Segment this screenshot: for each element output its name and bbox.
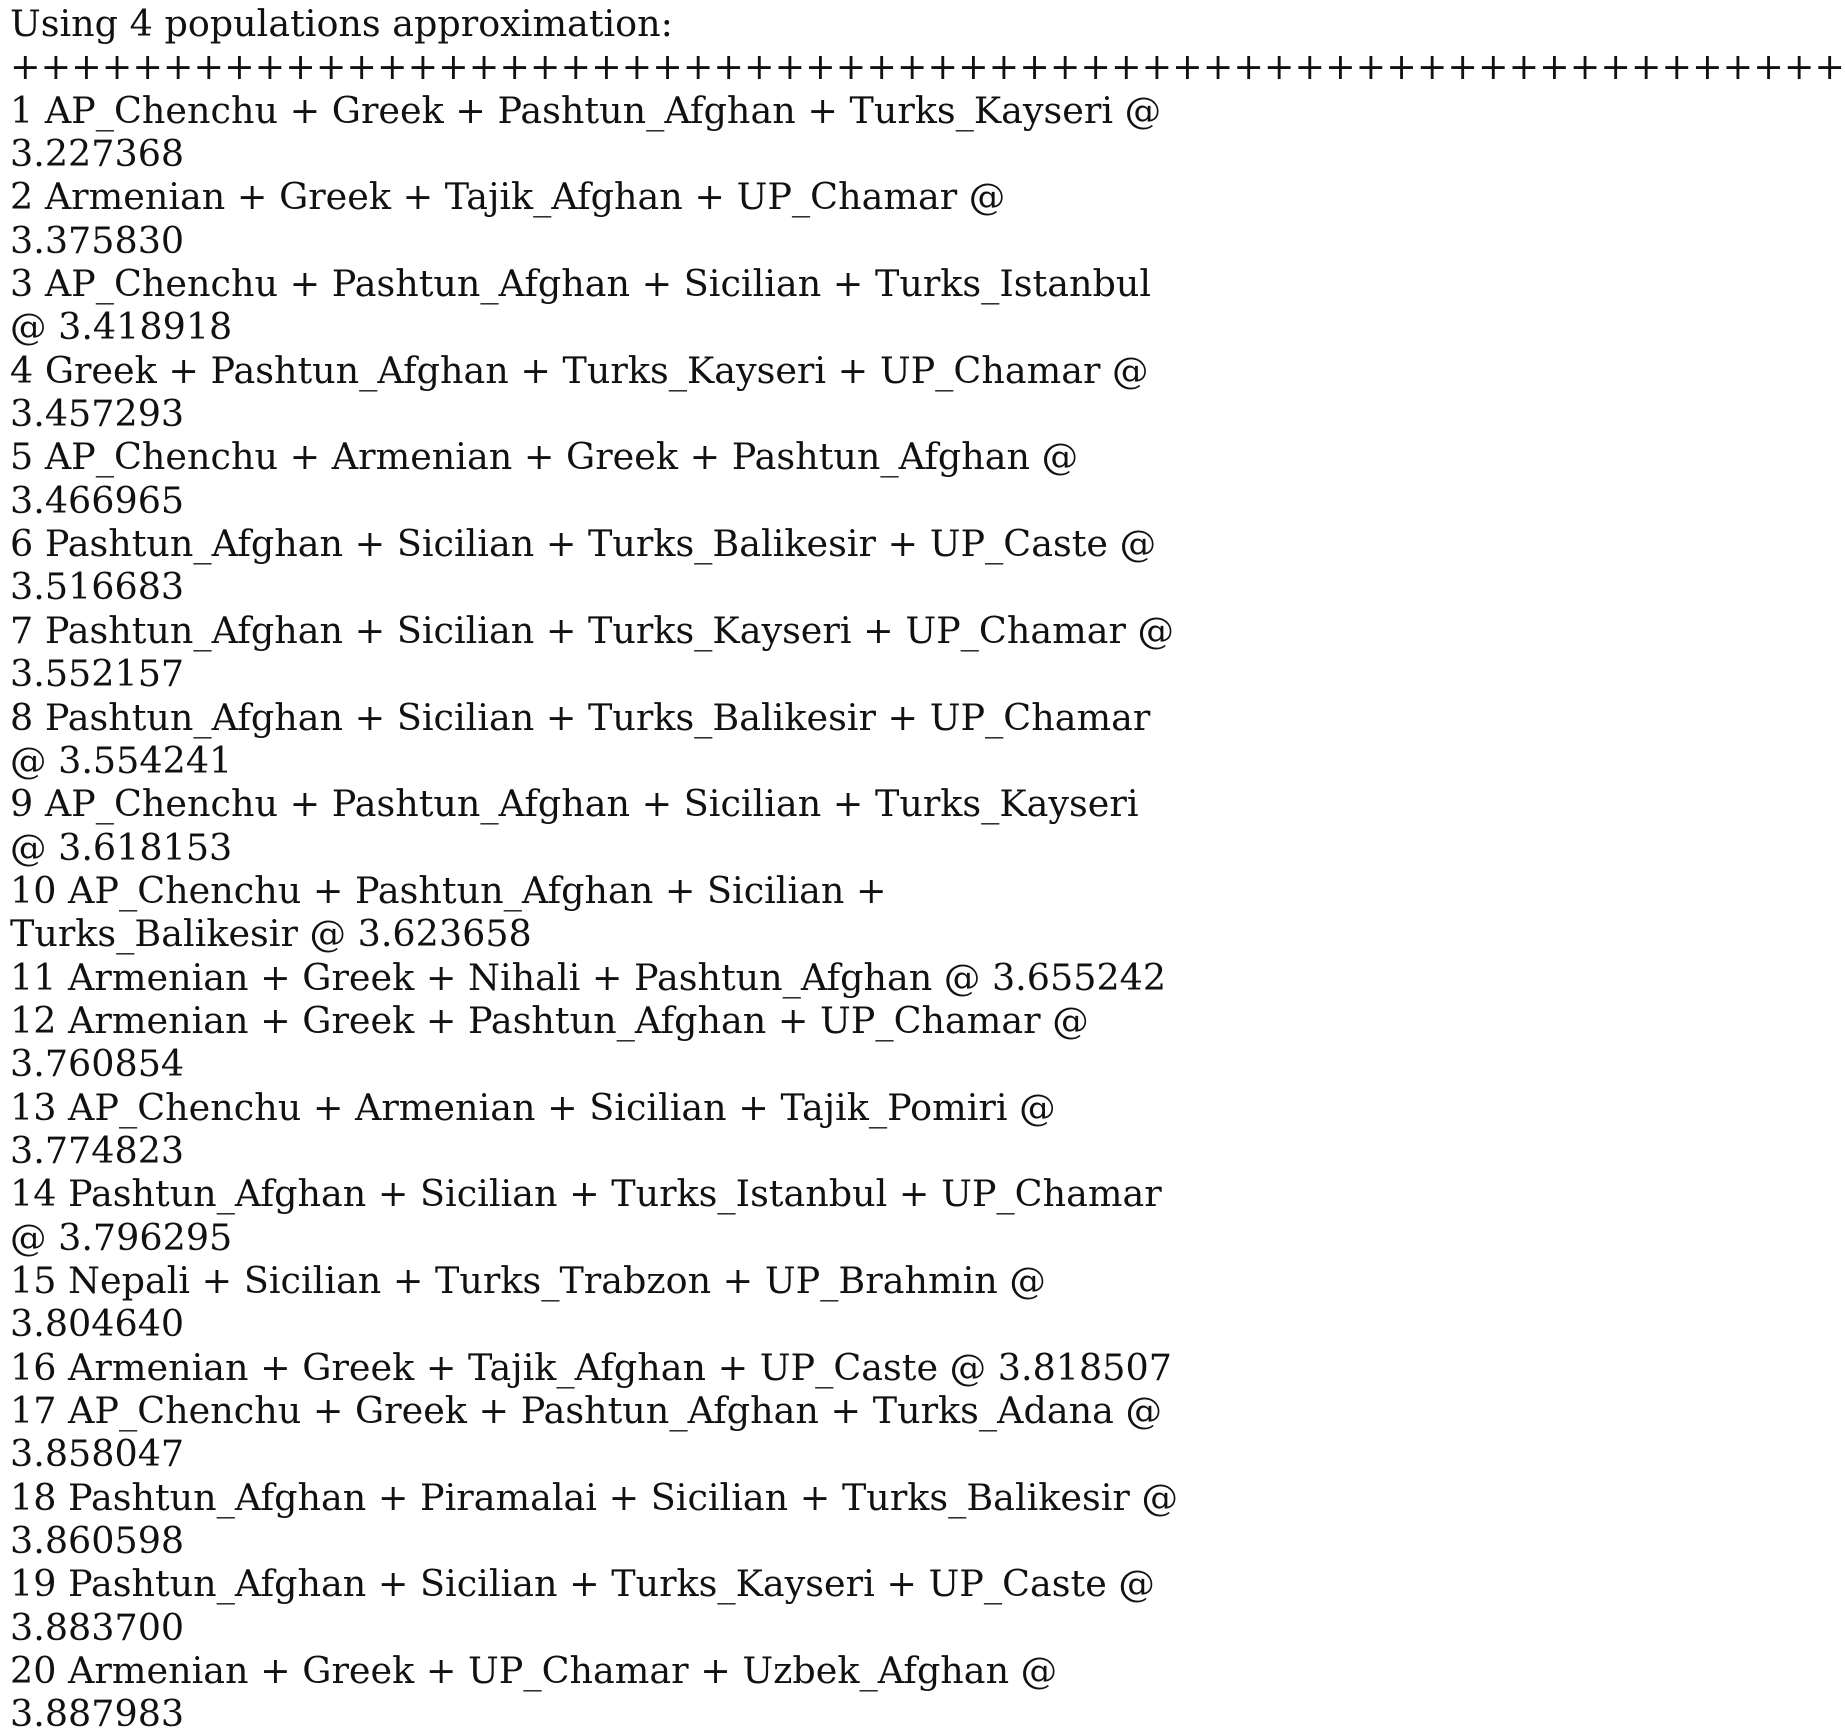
result-line: 5 AP_Chenchu + Armenian + Greek + Pashtun_Afghan @ 3.466965 <box>10 435 1079 522</box>
result-line: 18 Pashtun_Afghan + Piramalai + Sicilian + Turks_Balikesir @ 3.860598 <box>10 1475 1178 1563</box>
result-line: 4 Greek + Pashtun_Afghan + Turks_Kayseri + UP_Chamar @ 3.457293 <box>10 348 1149 436</box>
result-line: 9 AP_Chenchu + Pashtun_Afghan + Sicilian + Turks_Kayseri @ 3.618153 <box>10 782 1139 869</box>
result-line: 2 Armenian + Greek + Tajik_Afghan + UP_Chamar @ 3.375830 <box>10 175 1006 262</box>
result-line: 10 AP_Chenchu + Pashtun_Afghan + Sicilian + Turks_Balikesir @ 3.623658 <box>10 868 887 956</box>
separator-line: ++++++++++++++++++++++++++++++++++++++++++++++++++++++++++++ <box>10 45 1845 89</box>
result-line: 3 AP_Chenchu + Pashtun_Afghan + Sicilian + Turks_Istanbul @ 3.418918 <box>10 262 1152 349</box>
results-list <box>10 89 1190 1736</box>
result-line: 15 Nepali + Sicilian + Turks_Trabzon + UP_Brahmin @ 3.804640 <box>10 1258 1046 1346</box>
result-line: 16 Armenian + Greek + Tajik_Afghan + UP_Caste @ 3.818507 <box>10 1345 1172 1389</box>
result-line: 19 Pashtun_Afghan + Sicilian + Turks_Kayseri + UP_Caste @ 3.883700 <box>10 1562 1155 1649</box>
result-line: 6 Pashtun_Afghan + Sicilian + Turks_Balikesir + UP_Caste @ 3.516683 <box>10 522 1157 609</box>
result-line: 12 Armenian + Greek + Pashtun_Afghan + UP_Chamar @ 3.760854 <box>10 998 1089 1086</box>
result-line: 17 AP_Chenchu + Greek + Pashtun_Afghan + Turks_Adana @ 3.858047 <box>10 1389 1162 1476</box>
result-line: 20 Armenian + Greek + UP_Chamar + Uzbek_Afghan @ 3.887983 <box>10 1649 1058 1736</box>
result-line: 11 Armenian + Greek + Nihali + Pashtun_Afghan @ 3.655242 <box>10 955 1167 999</box>
result-line: 1 AP_Chenchu + Greek + Pashtun_Afghan + Turks_Kayseri @ 3.227368 <box>10 88 1162 176</box>
result-line: 8 Pashtun_Afghan + Sicilian + Turks_Balikesir + UP_Chamar @ 3.554241 <box>10 695 1151 782</box>
result-line: 7 Pashtun_Afghan + Sicilian + Turks_Kayseri + UP_Chamar @ 3.552157 <box>10 608 1175 696</box>
result-line: 14 Pashtun_Afghan + Sicilian + Turks_Istanbul + UP_Chamar @ 3.796295 <box>10 1172 1162 1259</box>
result-line: 13 AP_Chenchu + Armenian + Sicilian + Tajik_Pomiri @ 3.774823 <box>10 1085 1056 1172</box>
document-title: Using 4 populations approximation: <box>10 2 673 45</box>
